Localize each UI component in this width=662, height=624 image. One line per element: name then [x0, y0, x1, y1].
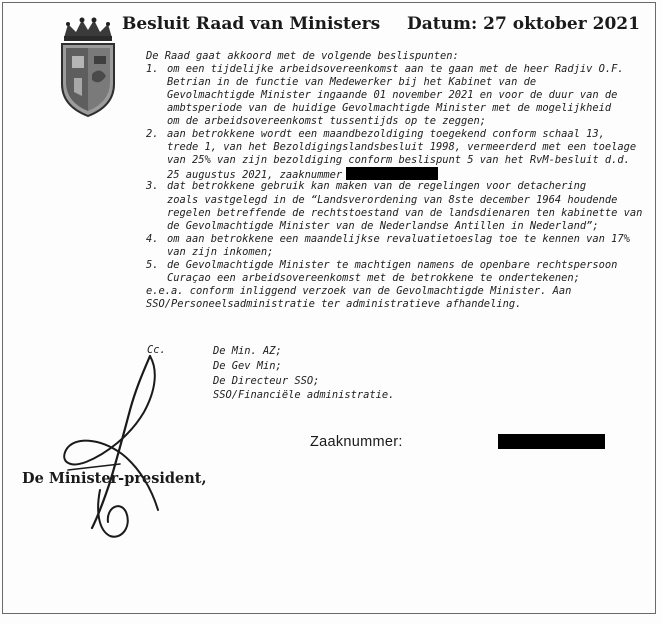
cc-label: Cc.: [147, 344, 166, 356]
item-line: Betrian in de functie van Medewerker bij het Kabinet van de: [167, 76, 537, 89]
item-line: om aan betrokkene een maandelijkse revaluatietoeslag toe te kennen van 17%: [167, 232, 630, 245]
closing-line: SSO/Personeelsadministratie ter administratieve afhandeling.: [146, 297, 522, 310]
list-item: [146, 233, 646, 259]
item-number: 2.: [146, 128, 159, 141]
signatory-title: De Minister-president,: [22, 470, 207, 487]
item-number: 4.: [146, 232, 159, 245]
item-line: dat betrokkene gebruik kan maken van de regelingen voor detachering: [167, 180, 587, 193]
closing-line: e.e.a. conform inliggend verzoek van de Gevolmachtigde Minister. Aan: [146, 284, 572, 297]
item-line: Gevolmachtigde Minister ingaande 01 november 2021 en voor de duur van de: [167, 89, 618, 102]
coat-of-arms-icon: [52, 16, 124, 120]
list-item: [146, 63, 646, 128]
redaction-bar: [498, 434, 605, 449]
handwritten-signature: [40, 350, 190, 550]
item-line: de Gevolmachtigde Minister van de Nederlandse Antillen in Nederland”;: [167, 219, 599, 232]
item-number: 3.: [146, 180, 159, 193]
case-number-label: Zaaknummer:: [310, 434, 403, 450]
cc-recipient: De Directeur SSO;: [213, 374, 320, 387]
list-item: [146, 259, 646, 285]
item-line: om de arbeidsovereenkomst tussentijds op te zeggen;: [167, 115, 487, 128]
document-date: Datum: 27 oktober 2021: [407, 14, 640, 34]
cc-recipients: [213, 344, 394, 403]
item-line: van 25% van zijn bezoldiging conform beslispunt 5 van het RvM-besluit d.d.: [167, 154, 630, 167]
item-line: van zijn inkomen;: [167, 245, 274, 258]
item-number: 1.: [146, 63, 159, 76]
item-line: om een tijdelijke arbeidsovereenkomst aan te gaan met de heer Radjiv O.F.: [167, 63, 624, 76]
item-line: de Gevolmachtigde Minister te machtigen namens de openbare rechtspersoon: [167, 258, 618, 271]
item-line: Curaçao een arbeidsovereenkomst met de betrokkene te ondertekenen;: [167, 271, 580, 284]
list-item: [146, 180, 646, 232]
cc-recipient: De Gev Min;: [213, 359, 282, 372]
item-line: zoals vastgelegd in de “Landsverordening van 8ste december 1964 houdende: [167, 193, 618, 206]
item-line: ambtsperiode van de huidige Gevolmachtigde Minister met de mogelijkheid: [167, 102, 612, 115]
item-line: [167, 167, 646, 180]
intro-text: De Raad gaat akkoord met de volgende beslispunten:: [146, 50, 459, 62]
document-title: Besluit Raad van Ministers: [122, 14, 381, 34]
cc-recipient: De Min. AZ;: [213, 345, 282, 357]
item-line: regelen betreffende de rechtstoestand van de landsdienaren ten kabinette van: [167, 206, 643, 219]
item-line: trede 1, van het Bezoldigingslandsbesluit 1998, vermeerderd met een toelage: [167, 141, 637, 154]
decision-body: [146, 50, 646, 311]
redaction-bar: [346, 167, 438, 180]
cc-recipient: SSO/Financiële administratie.: [213, 389, 395, 402]
item-line: aan betrokkene wordt een maandbezoldiging toegekend conform schaal 13,: [167, 128, 605, 141]
list-item: [146, 128, 646, 180]
item-number: 5.: [146, 258, 159, 271]
item-line-text: 25 augustus 2021, zaaknummer: [167, 169, 343, 182]
